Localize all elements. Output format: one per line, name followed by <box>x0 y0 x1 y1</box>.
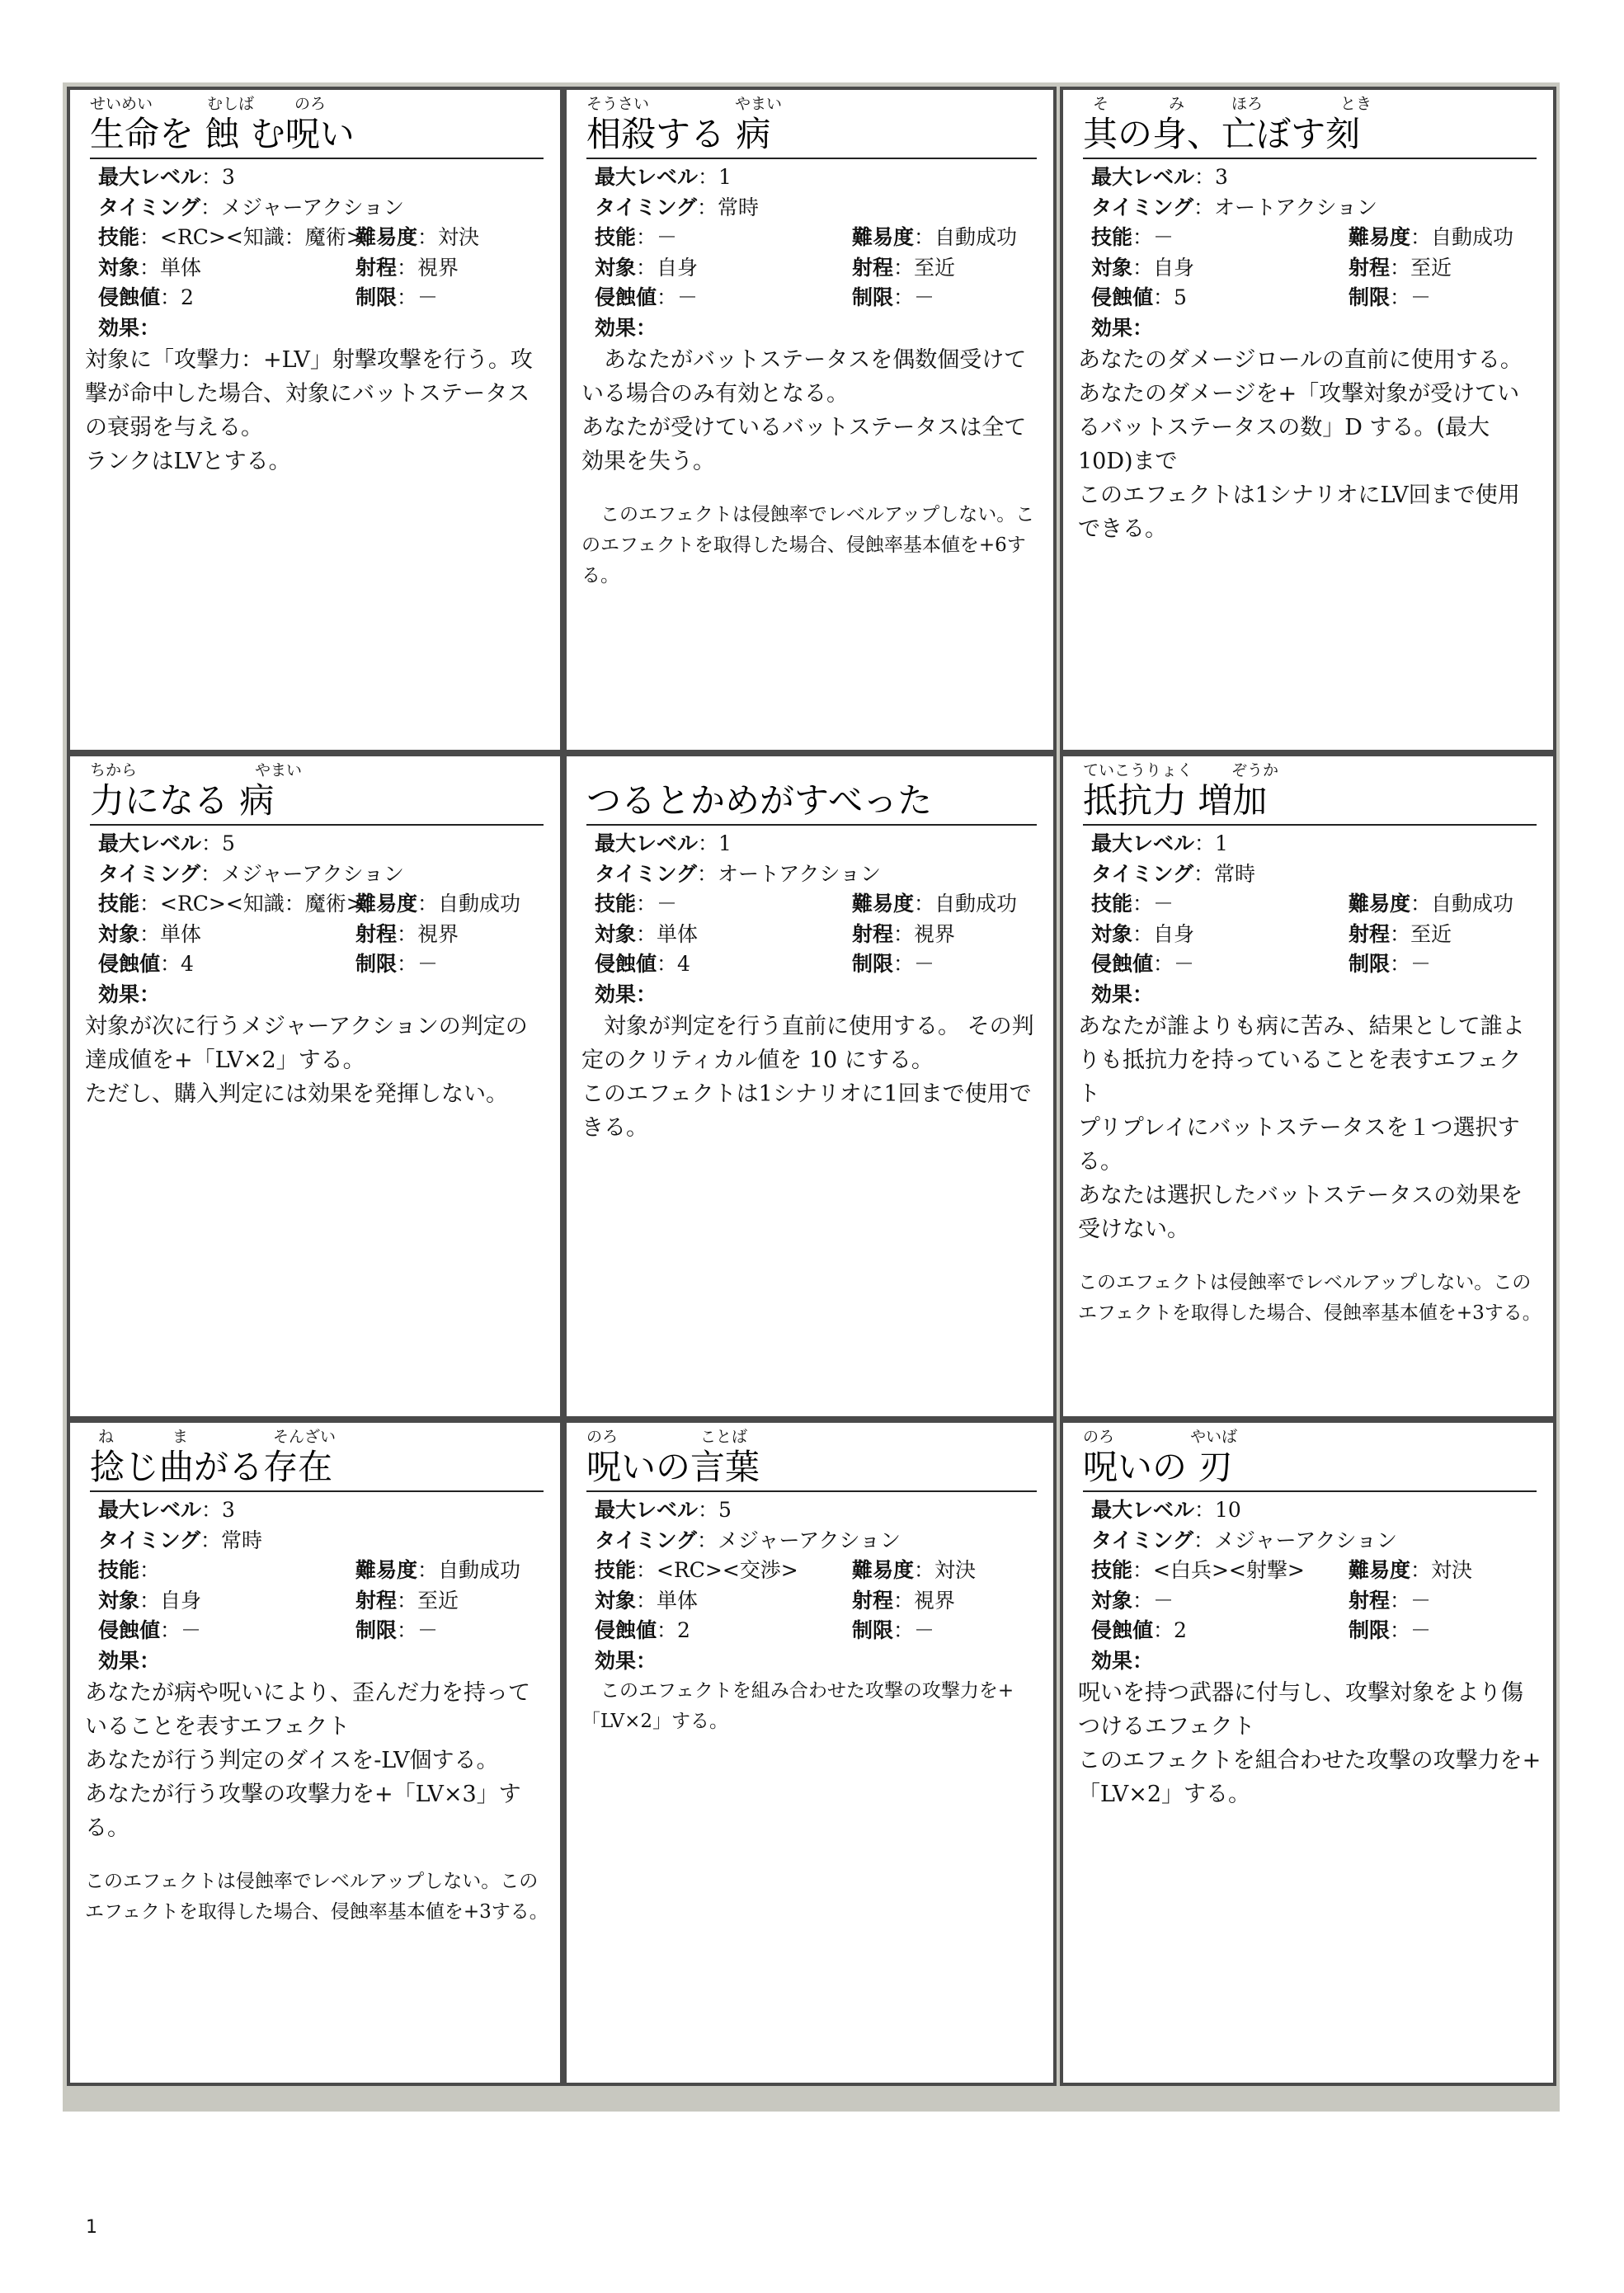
card-title <box>586 111 770 158</box>
effect-text: 対象が判定を行う直前に使用する。 その判定のクリティカル値を 10 にする。 このエフェクトは1シナリオに1回まで使用できる。 <box>581 1013 1034 1141</box>
card-stats <box>1078 162 1542 313</box>
timing-row: タイミング：オートアクション <box>595 861 882 886</box>
title-segment: 言葉 <box>690 1447 760 1487</box>
title-segment: 呪 <box>586 1447 622 1487</box>
title-ruby: ていこうりょく <box>1083 761 1193 779</box>
title-segment: になる <box>125 780 240 821</box>
title-segment: 抵抗力 <box>1083 780 1188 821</box>
target-row: 対象：単体 射程：視界 <box>98 255 459 280</box>
card-stats <box>85 1495 548 1646</box>
skill-row: 技能：<白兵><射撃> 難易度：対決 <box>1091 1558 1473 1582</box>
timing-row: タイミング：常時 <box>1091 861 1256 886</box>
skill-row: 技能：<RC><知識：魔術> 難易度：対決 <box>98 225 480 249</box>
effect-card <box>67 1420 563 2086</box>
title-segment: 増加 <box>1198 780 1268 821</box>
max-level-row: 最大レベル：5 <box>595 1498 732 1522</box>
title-ruby: やまい <box>735 95 783 113</box>
timing-row: タイミング：メジャーアクション <box>98 195 405 219</box>
card-title <box>90 778 274 824</box>
card-stats <box>1078 1495 1542 1646</box>
effect-label: 効果： <box>595 1648 657 1673</box>
effect-label: 効果： <box>595 315 657 340</box>
target-row: 対象：単体 射程：視界 <box>595 1588 956 1613</box>
title-segment: 亡 <box>1222 114 1257 154</box>
effect-label: 効果： <box>595 982 657 1006</box>
timing-row: タイミング：メジャーアクション <box>98 861 405 886</box>
title-ruby: ま <box>172 1428 189 1446</box>
title-ruby: そ <box>1093 95 1109 113</box>
title-segment: つるとかめがすべった <box>586 780 933 821</box>
title-segment: 刃 <box>1198 1447 1233 1487</box>
effect-text: 呪いを持つ武器に付与し、攻撃対象をより傷つけるエフェクト このエフェクトを組合わせた攻撃の攻撃力を+「LV×2」する。 <box>1078 1679 1542 1807</box>
effect-card <box>563 1420 1057 2086</box>
max-level-row: 最大レベル：5 <box>98 831 235 855</box>
title-segment: 存在 <box>263 1447 333 1487</box>
timing-row: タイミング：常時 <box>595 195 760 219</box>
effect-label: 効果： <box>98 315 161 340</box>
title-segment: ぼす <box>1256 114 1326 154</box>
title-segment: 病 <box>736 114 771 154</box>
max-level-row: 最大レベル：10 <box>1091 1498 1241 1522</box>
title-segment: 、 <box>1187 114 1222 154</box>
card-stats <box>85 162 548 313</box>
effect-text: あなたがバットステータスを偶数個受けている場合のみ有効となる。 あなたが受けているバットステータスは全て効果を失う。 <box>581 346 1027 474</box>
title-ruby: やまい <box>255 761 303 779</box>
title-ruby: のろ <box>294 95 327 113</box>
effect-card <box>1060 753 1556 1420</box>
skill-row: 技能：－ 難易度：自動成功 <box>595 892 1018 916</box>
title-segment: 力 <box>90 780 125 821</box>
max-level-row: 最大レベル：1 <box>595 831 732 855</box>
card-stats <box>1078 829 1542 980</box>
effect-label: 効果： <box>1091 1648 1154 1673</box>
skill-row: 技能：－ 難易度：自動成功 <box>595 225 1018 249</box>
target-row: 対象：自身 射程：至近 <box>98 1588 459 1613</box>
title-segment: 曲 <box>159 1447 195 1487</box>
title-segment: 相殺 <box>586 114 657 154</box>
card-title <box>1083 1444 1232 1490</box>
title-underline <box>1083 824 1537 826</box>
title-underline <box>586 824 1037 826</box>
skill-row: 技能：<RC><交渉> 難易度：対決 <box>595 1558 977 1582</box>
skill-row: 技能：－ 難易度：自動成功 <box>1091 892 1514 916</box>
title-ruby: ほろ <box>1231 95 1264 113</box>
erosion-row: 侵蝕値：－ 制限：－ <box>98 1618 439 1642</box>
card-stats <box>581 1495 1042 1646</box>
card-stats <box>581 829 1042 980</box>
erosion-row: 侵蝕値：5 制限：－ <box>1091 285 1432 309</box>
effect-text: 対象に「攻撃力：+LV」射撃攻撃を行う。攻撃が命中した場合、対象にバットステータスの衰弱を与える。 ランクはLVとする。 <box>85 346 533 474</box>
card-title <box>586 778 932 824</box>
erosion-row: 侵蝕値：2 制限：－ <box>595 1618 935 1642</box>
target-row: 対象：－ 射程：－ <box>1091 1588 1432 1613</box>
effect-label: 効果： <box>98 1648 161 1673</box>
title-ruby: そうさい <box>586 95 650 113</box>
title-underline <box>586 1490 1037 1492</box>
title-segment: がる <box>194 1447 264 1487</box>
effect-card <box>1060 87 1556 753</box>
timing-row: タイミング：メジャーアクション <box>595 1528 901 1552</box>
max-level-row: 最大レベル：1 <box>1091 831 1228 855</box>
title-underline <box>90 824 544 826</box>
effect-note: このエフェクトは侵蝕率でレベルアップしない。このエフェクトを取得した場合、侵蝕率基本値を+3する。 <box>85 1870 548 1923</box>
erosion-row: 侵蝕値：2 制限：－ <box>1091 1618 1432 1642</box>
title-underline <box>1083 1490 1537 1492</box>
title-segment: 其 <box>1083 114 1118 154</box>
title-segment: 身 <box>1152 114 1188 154</box>
target-row: 対象：自身 射程：至近 <box>1091 255 1452 280</box>
timing-row: タイミング：メジャーアクション <box>1091 1528 1398 1552</box>
erosion-row: 侵蝕値：－ 制限：－ <box>595 285 935 309</box>
title-ruby: み <box>1169 95 1185 113</box>
title-underline <box>1083 158 1537 159</box>
title-ruby: ぞうか <box>1231 761 1279 779</box>
card-title <box>1083 778 1267 824</box>
card-stats <box>581 162 1042 313</box>
effect-label: 効果： <box>98 982 161 1006</box>
title-underline <box>90 1490 544 1492</box>
title-segment: じ <box>125 1447 160 1487</box>
card-title <box>1083 111 1360 158</box>
card-title <box>90 1444 332 1490</box>
title-ruby: ことば <box>700 1428 748 1446</box>
erosion-row: 侵蝕値：2 制限：－ <box>98 285 439 309</box>
target-row: 対象：単体 射程：視界 <box>98 921 459 946</box>
title-segment: 呪い <box>285 114 355 154</box>
skill-row: 技能：－ 難易度：自動成功 <box>1091 225 1514 249</box>
title-ruby: むしば <box>207 95 255 113</box>
title-segment: 刻 <box>1325 114 1361 154</box>
effect-card <box>563 87 1057 753</box>
effect-card <box>67 753 563 1420</box>
title-segment: む <box>239 114 285 154</box>
erosion-row: 侵蝕値：4 制限：－ <box>98 952 439 976</box>
title-segment: を <box>159 114 205 154</box>
effect-card-sheet <box>63 82 1560 2112</box>
page-number: 1 <box>86 2217 97 2238</box>
effect-note: このエフェクトを組み合わせた攻撃の攻撃力を+「LV×2」する。 <box>581 1679 1014 1732</box>
target-row: 対象：自身 射程：至近 <box>595 255 956 280</box>
effect-card <box>67 87 563 753</box>
title-segment: 捻 <box>90 1447 125 1487</box>
title-segment: いの <box>1118 1447 1198 1487</box>
target-row: 対象：単体 射程：視界 <box>595 921 956 946</box>
effect-note: このエフェクトは侵蝕率でレベルアップしない。このエフェクトを取得した場合、侵蝕率基本値を+6する。 <box>581 503 1035 586</box>
effect-text: 対象が次に行うメジャーアクションの判定の達成値を+「LV×2」する。 ただし、購入判定には効果を発揮しない。 <box>85 1013 528 1107</box>
effect-text: あなたが病や呪いにより、歪んだ力を持っていることを表すエフェクト あなたが行う判定のダイスを-LV個する。 あなたが行う攻撃の攻撃力を+「LV×3」する。 <box>85 1679 530 1841</box>
title-ruby: とき <box>1340 95 1372 113</box>
title-ruby: のろ <box>1083 1428 1115 1446</box>
title-underline <box>586 158 1037 159</box>
max-level-row: 最大レベル：3 <box>98 1498 235 1522</box>
erosion-row: 侵蝕値：4 制限：－ <box>595 952 935 976</box>
title-ruby: ちから <box>90 761 138 779</box>
effect-note: このエフェクトは侵蝕率でレベルアップしない。このエフェクトを取得した場合、侵蝕率基本値を+3する。 <box>1078 1271 1542 1324</box>
max-level-row: 最大レベル：3 <box>98 165 235 189</box>
title-ruby: やいば <box>1190 1428 1238 1446</box>
title-segment: 生命 <box>90 114 160 154</box>
effect-text: あなたが誰よりも病に苦み、結果として誰よりも抵抗力を持っていることを表すエフェクト プリプレイにバットステータスを１つ選択する。 あなたは選択したバットステータスの効果を受けない。 <box>1078 1013 1525 1242</box>
title-ruby: そんざい <box>273 1428 337 1446</box>
title-segment: の <box>1118 114 1153 154</box>
effect-label: 効果： <box>1091 315 1154 340</box>
target-row: 対象：自身 射程：至近 <box>1091 921 1452 946</box>
skill-row: 技能： 難易度：自動成功 <box>98 1558 521 1582</box>
timing-row: タイミング：常時 <box>98 1528 263 1552</box>
card-title <box>90 111 355 158</box>
title-ruby: ね <box>98 1428 115 1446</box>
title-segment: 蝕 <box>205 114 240 154</box>
title-segment: 呪 <box>1083 1447 1118 1487</box>
title-segment: 病 <box>239 780 275 821</box>
timing-row: タイミング：オートアクション <box>1091 195 1378 219</box>
effect-text: あなたのダメージロールの直前に使用する。 あなたのダメージを+「攻撃対象が受けているバットステータスの数」D する。(最大 10D)まで このエフェクトは1シナリオにLV回まで使用できる。 <box>1078 346 1523 542</box>
title-segment <box>1187 780 1198 821</box>
effect-card <box>1060 1420 1556 2086</box>
title-segment: する <box>656 114 737 154</box>
card-stats <box>85 829 548 980</box>
card-title <box>586 1444 760 1490</box>
max-level-row: 最大レベル：1 <box>595 165 732 189</box>
erosion-row: 侵蝕値：－ 制限：－ <box>1091 952 1432 976</box>
title-ruby: せいめい <box>90 95 153 113</box>
effect-card <box>563 753 1057 1420</box>
effect-label: 効果： <box>1091 982 1154 1006</box>
skill-row: 技能：<RC><知識：魔術> 難易度：自動成功 <box>98 892 521 916</box>
max-level-row: 最大レベル：3 <box>1091 165 1228 189</box>
title-ruby: のろ <box>586 1428 619 1446</box>
title-segment: いの <box>621 1447 691 1487</box>
title-underline <box>90 158 544 159</box>
